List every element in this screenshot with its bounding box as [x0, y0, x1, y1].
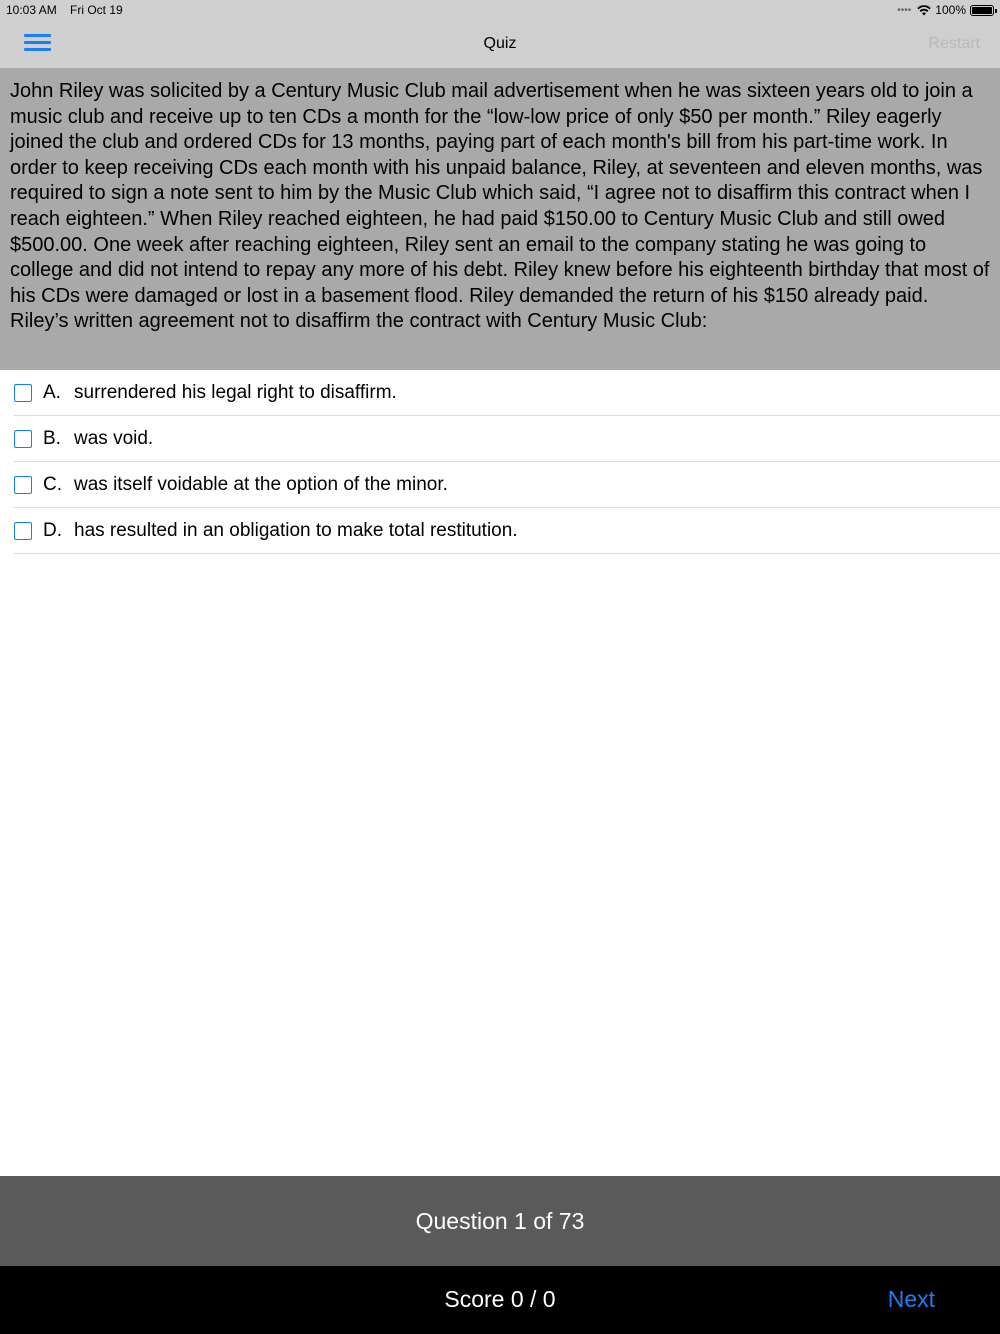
- battery-cap: [995, 9, 997, 13]
- question-progress: Question 1 of 73: [415, 1208, 585, 1234]
- score-bar: [0, 1266, 1000, 1334]
- answer-options: [14, 370, 1000, 554]
- question-text: John Riley was solicited by a Century Music Club mail advertisement when he was sixteen years old to join a music club and receive up to ten CDs a month for the “low-low price of only $50 per month.” Riley eagerly joined the club and ordered CDs for 13 months, paying part of each month's bill from his part-time work. In order to keep receiving CDs each month with his unpaid balance, Riley, at seventeen and eleven months, was required to sign a note sent to him by the Music Club which said, “I agree not to disaffirm this contract when I reach eighteen.” When Riley reached eighteen, he had paid $150.00 to Century Music Club and still owed $500.00. One week after reaching eighteen, Riley sent an email to the company stating he was going to college and did not intend to repay any more of his debt. Riley knew before his eighteenth birthday that most of his CDs were damaged or lost in a basement flood. Riley demanded the return of his $150 already paid. Riley’s written agreement not to disaffirm the contract with Century Music Club:: [10, 80, 990, 333]
- wifi-icon: [917, 5, 931, 16]
- question-progress-bar: [0, 1176, 1000, 1266]
- option-c[interactable]: [14, 462, 1000, 508]
- score-text: Score 0 / 0: [444, 1286, 556, 1312]
- battery-level: [972, 7, 992, 14]
- option-letter: B.: [43, 427, 61, 449]
- restart-button[interactable]: Restart: [928, 35, 980, 52]
- option-text: has resulted in an obligation to make total restitution.: [74, 519, 518, 541]
- checkbox-icon[interactable]: [14, 476, 32, 494]
- battery-percent: 100%: [935, 3, 966, 17]
- status-date: Fri Oct 19: [70, 3, 123, 17]
- status-indicators: [897, 3, 994, 17]
- status-time: 10:03 AM: [6, 3, 57, 17]
- option-a[interactable]: [14, 370, 1000, 416]
- next-button[interactable]: Next: [887, 1286, 935, 1312]
- option-letter: D.: [43, 519, 62, 541]
- checkbox-icon[interactable]: [14, 522, 32, 540]
- option-text: was void.: [74, 427, 154, 449]
- page-title: Quiz: [483, 35, 517, 52]
- battery-icon: [970, 5, 994, 16]
- option-text: was itself voidable at the option of the minor.: [74, 473, 448, 495]
- signal-icon: ••••: [897, 4, 912, 16]
- option-d[interactable]: [14, 508, 1000, 554]
- question-panel: [0, 68, 1000, 370]
- checkbox-icon[interactable]: [14, 430, 32, 448]
- navigation-bar: [0, 22, 1000, 68]
- option-letter: C.: [43, 473, 62, 495]
- option-letter: A.: [43, 381, 61, 403]
- status-bar: [0, 0, 1000, 22]
- checkbox-icon[interactable]: [14, 384, 32, 402]
- option-b[interactable]: [14, 416, 1000, 462]
- option-text: surrendered his legal right to disaffirm.: [74, 381, 397, 403]
